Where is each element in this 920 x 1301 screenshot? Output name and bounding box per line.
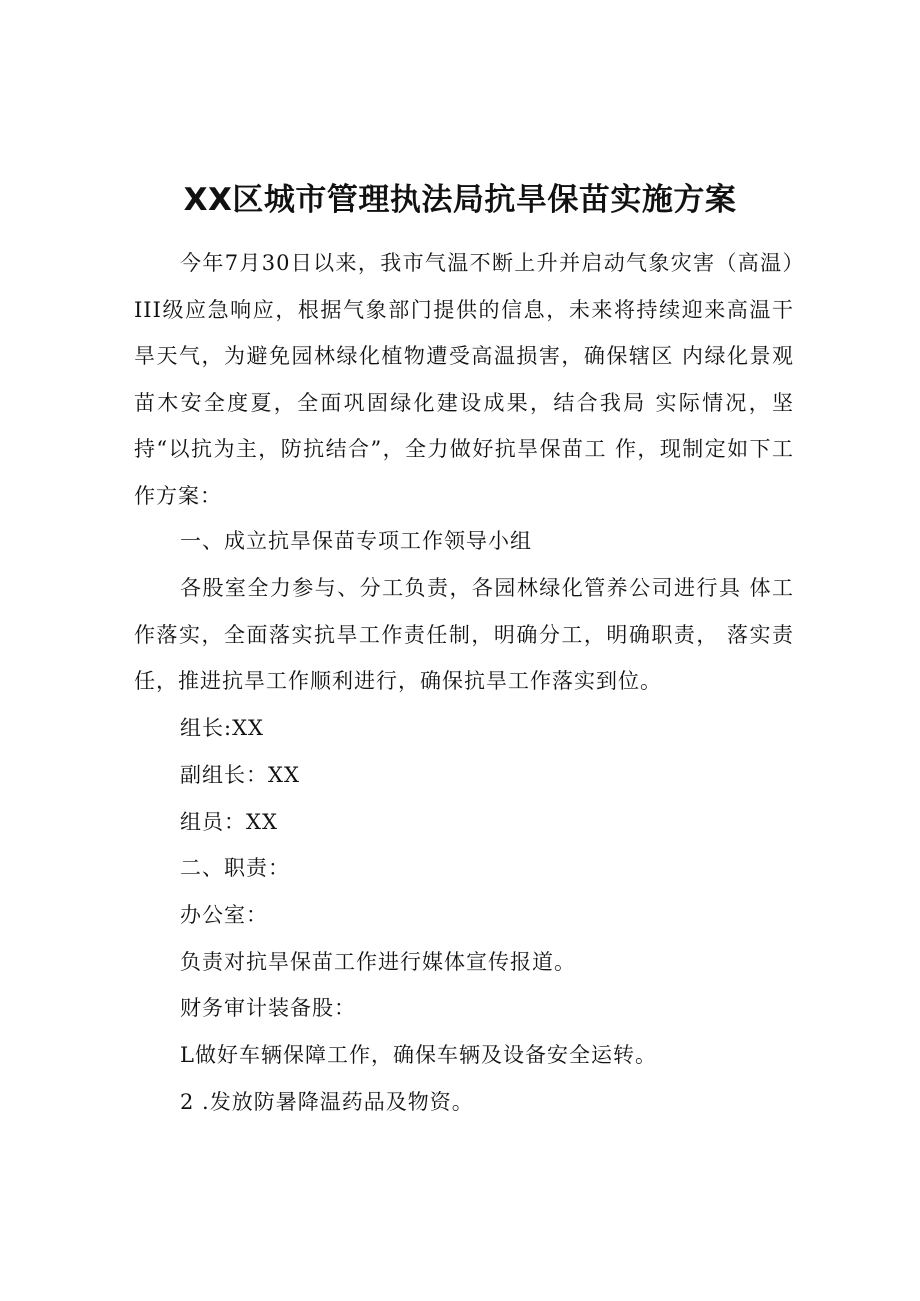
leader-line: 组长:XX [180,716,264,740]
office-duty: 负责对抗旱保苗工作进行媒体宣传报道。 [180,950,576,974]
section2-heading: 二、职责： [180,856,290,880]
section1-heading: 一、成立抗旱保苗专项工作领导小组 [180,529,532,553]
section1-body: 各股室全力参与、分工负责，各园林绿化管养公司进行具 体工作落实，全面落实抗旱工作责任制，明确分工，明确职责， 落实责任，推进抗旱工作顺利进行，确保抗旱工作落实到位。 [134,576,794,693]
finance-duty-1: L做好车辆保障工作，确保车辆及设备安全运转。 [180,1043,657,1067]
document-title: XX区城市管理执法局抗旱保苗实施方案 [183,182,737,218]
finance-heading: 财务审计装备股： [180,996,356,1020]
finance-duty-2: 2 .发放防暑降温药品及物资。 [180,1090,474,1114]
intro-paragraph: 今年7月30日以来，我市气温不断上升并启动气象灾害（高温）III级应急响应，根据气象部门提供的信息，未来将持续迎来高温干旱天气，为避免园林绿化植物遭受高温损害，确保辖区 内绿化景观苗木安全度夏，全面巩固绿化建设成果，结合我局 实际情况，坚持“以抗为主，防抗结合”，全力做好抗旱保苗工 作，现制定如下工作方案： [134,251,794,508]
deputy-leader-line: 副组长：XX [180,763,300,787]
office-heading: 办公室： [180,903,268,927]
members-line: 组员：XX [180,810,278,834]
